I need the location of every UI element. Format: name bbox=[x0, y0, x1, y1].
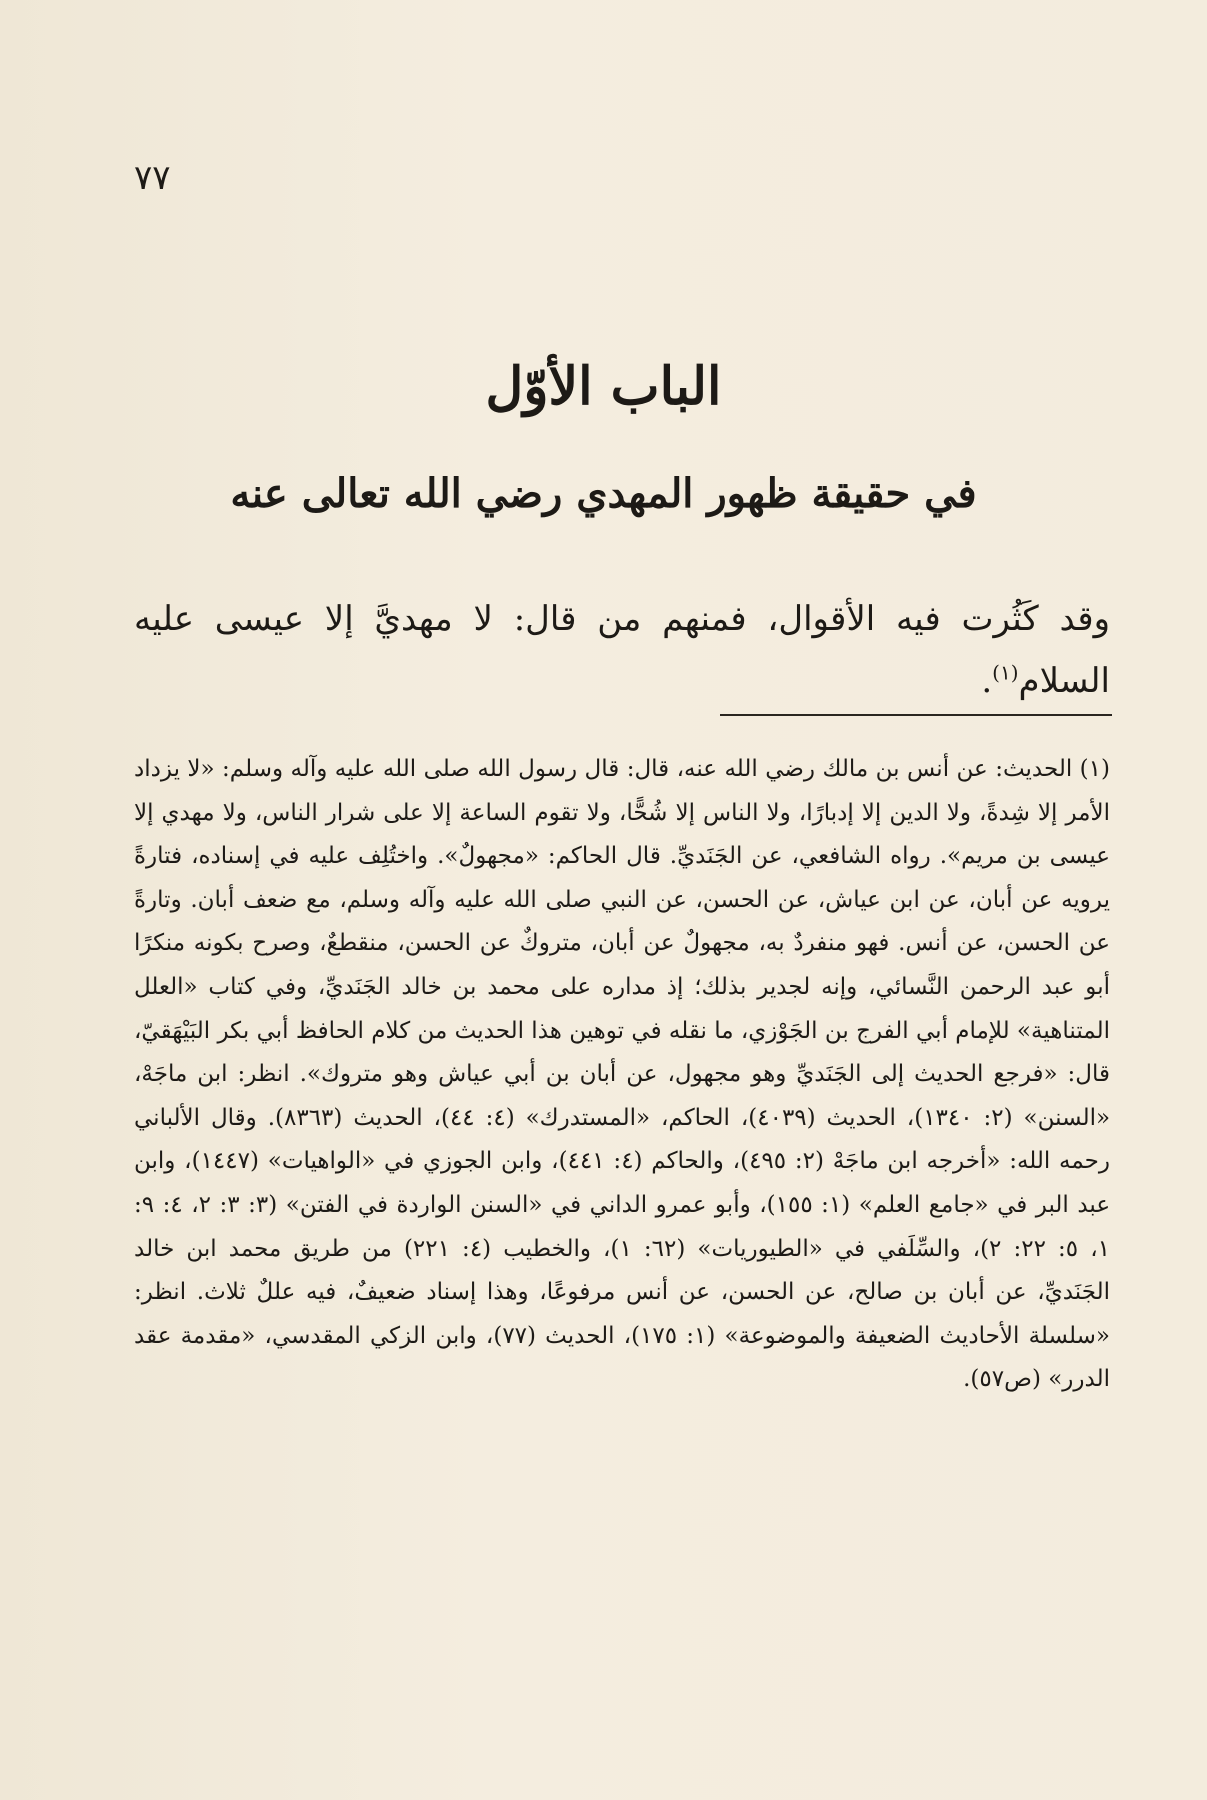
page-number: ٧٧ bbox=[134, 158, 171, 198]
footnote-reference[interactable]: (١) bbox=[992, 660, 1019, 685]
footnote-separator bbox=[720, 714, 1112, 716]
footnote: (١) الحديث: عن أنس بن مالك رضي الله عنه، قال: قال رسول الله صلى الله عليه وآله وسلم: «لا يزداد الأمر إلا شِدةً، ولا الدين إلا إدبارًا، ولا الناس إلا شُحًّا، ولا تقوم الساعة إلا على شرار الناس، ولا مهدي إلا عيسى بن مريم». رواه الشافعي، عن الجَنَديِّ. قال الحاكم: «مجهولٌ». واختُلِف عليه في إسناده، فتارةً يرويه عن أبان، عن ابن عياش، عن الحسن، عن النبي صلى الله عليه وآله وسلم، مع ضعف أبان. وتارةً عن الحسن، عن أنس. فهو منفردٌ به، مجهولٌ عن أبان، متروكٌ عن الحسن، منقطعٌ، وصرح بكونه منكرًا أبو عبد الرحمن النَّسائي، وإنه لجدير بذلك؛ إذ مداره على محمد بن خالد الجَنَديِّ، وفي كتاب «العلل المتناهية» للإمام أبي الفرج بن الجَوْزي، ما نقله في توهين هذا الحديث من كلام الحافظ أبي بكر البَيْهَقيّ، قال: «فرجع الحديث إلى الجَنَديِّ وهو مجهول، عن أبان بن أبي عياش وهو متروك». انظر: ابن ماجَهْ، «السنن» (٢: ١٣٤٠)، الحديث (٤٠٣٩)، الحاكم، «المستدرك» (٤: ٤٤)، الحديث (٨٣٦٣). وقال الألباني رحمه الله: «أخرجه ابن ماجَهْ (٢: ٤٩٥)، والحاكم (٤: ٤٤١)، وابن الجوزي في «الواهيات» (١٤٤٧)، وابن عبد البر في «جامع العلم» (١: ١٥٥)، وأبو عمرو الداني في «السنن الواردة في الفتن» (٣: ٣: ٢، ٤: ٩: ١، ٥: ٢٢: ٢)، والسِّلَفي في «الطيوريات» (٦٢: ١)، والخطيب (٤: ٢٢١) من طريق محمد ابن خالد الجَنَديِّ، عن أبان بن صالح، عن الحسن، عن أنس مرفوعًا، وهذا إسناد ضعيفٌ، فيه عللٌ ثلاث. انظر: «سلسلة الأحاديث الضعيفة والموضوعة» (١: ١٧٥)، الحديث (٧٧)، وابن الزكي المقدسي، «مقدمة عقد الدرر» (ص٥٧). bbox=[134, 756, 1111, 1393]
body-text: وقد كَثُرت فيه الأقوال، فمنهم من قال: لا مهديَّ إلا عيسى عليه السلام bbox=[134, 599, 1110, 701]
body-paragraph bbox=[134, 588, 1110, 712]
chapter-title: الباب الأوّل bbox=[485, 356, 722, 417]
chapter-subtitle: في حقيقة ظهور المهدي رضي الله تعالى عنه bbox=[230, 470, 977, 517]
body-end-punctuation: . bbox=[981, 661, 993, 701]
